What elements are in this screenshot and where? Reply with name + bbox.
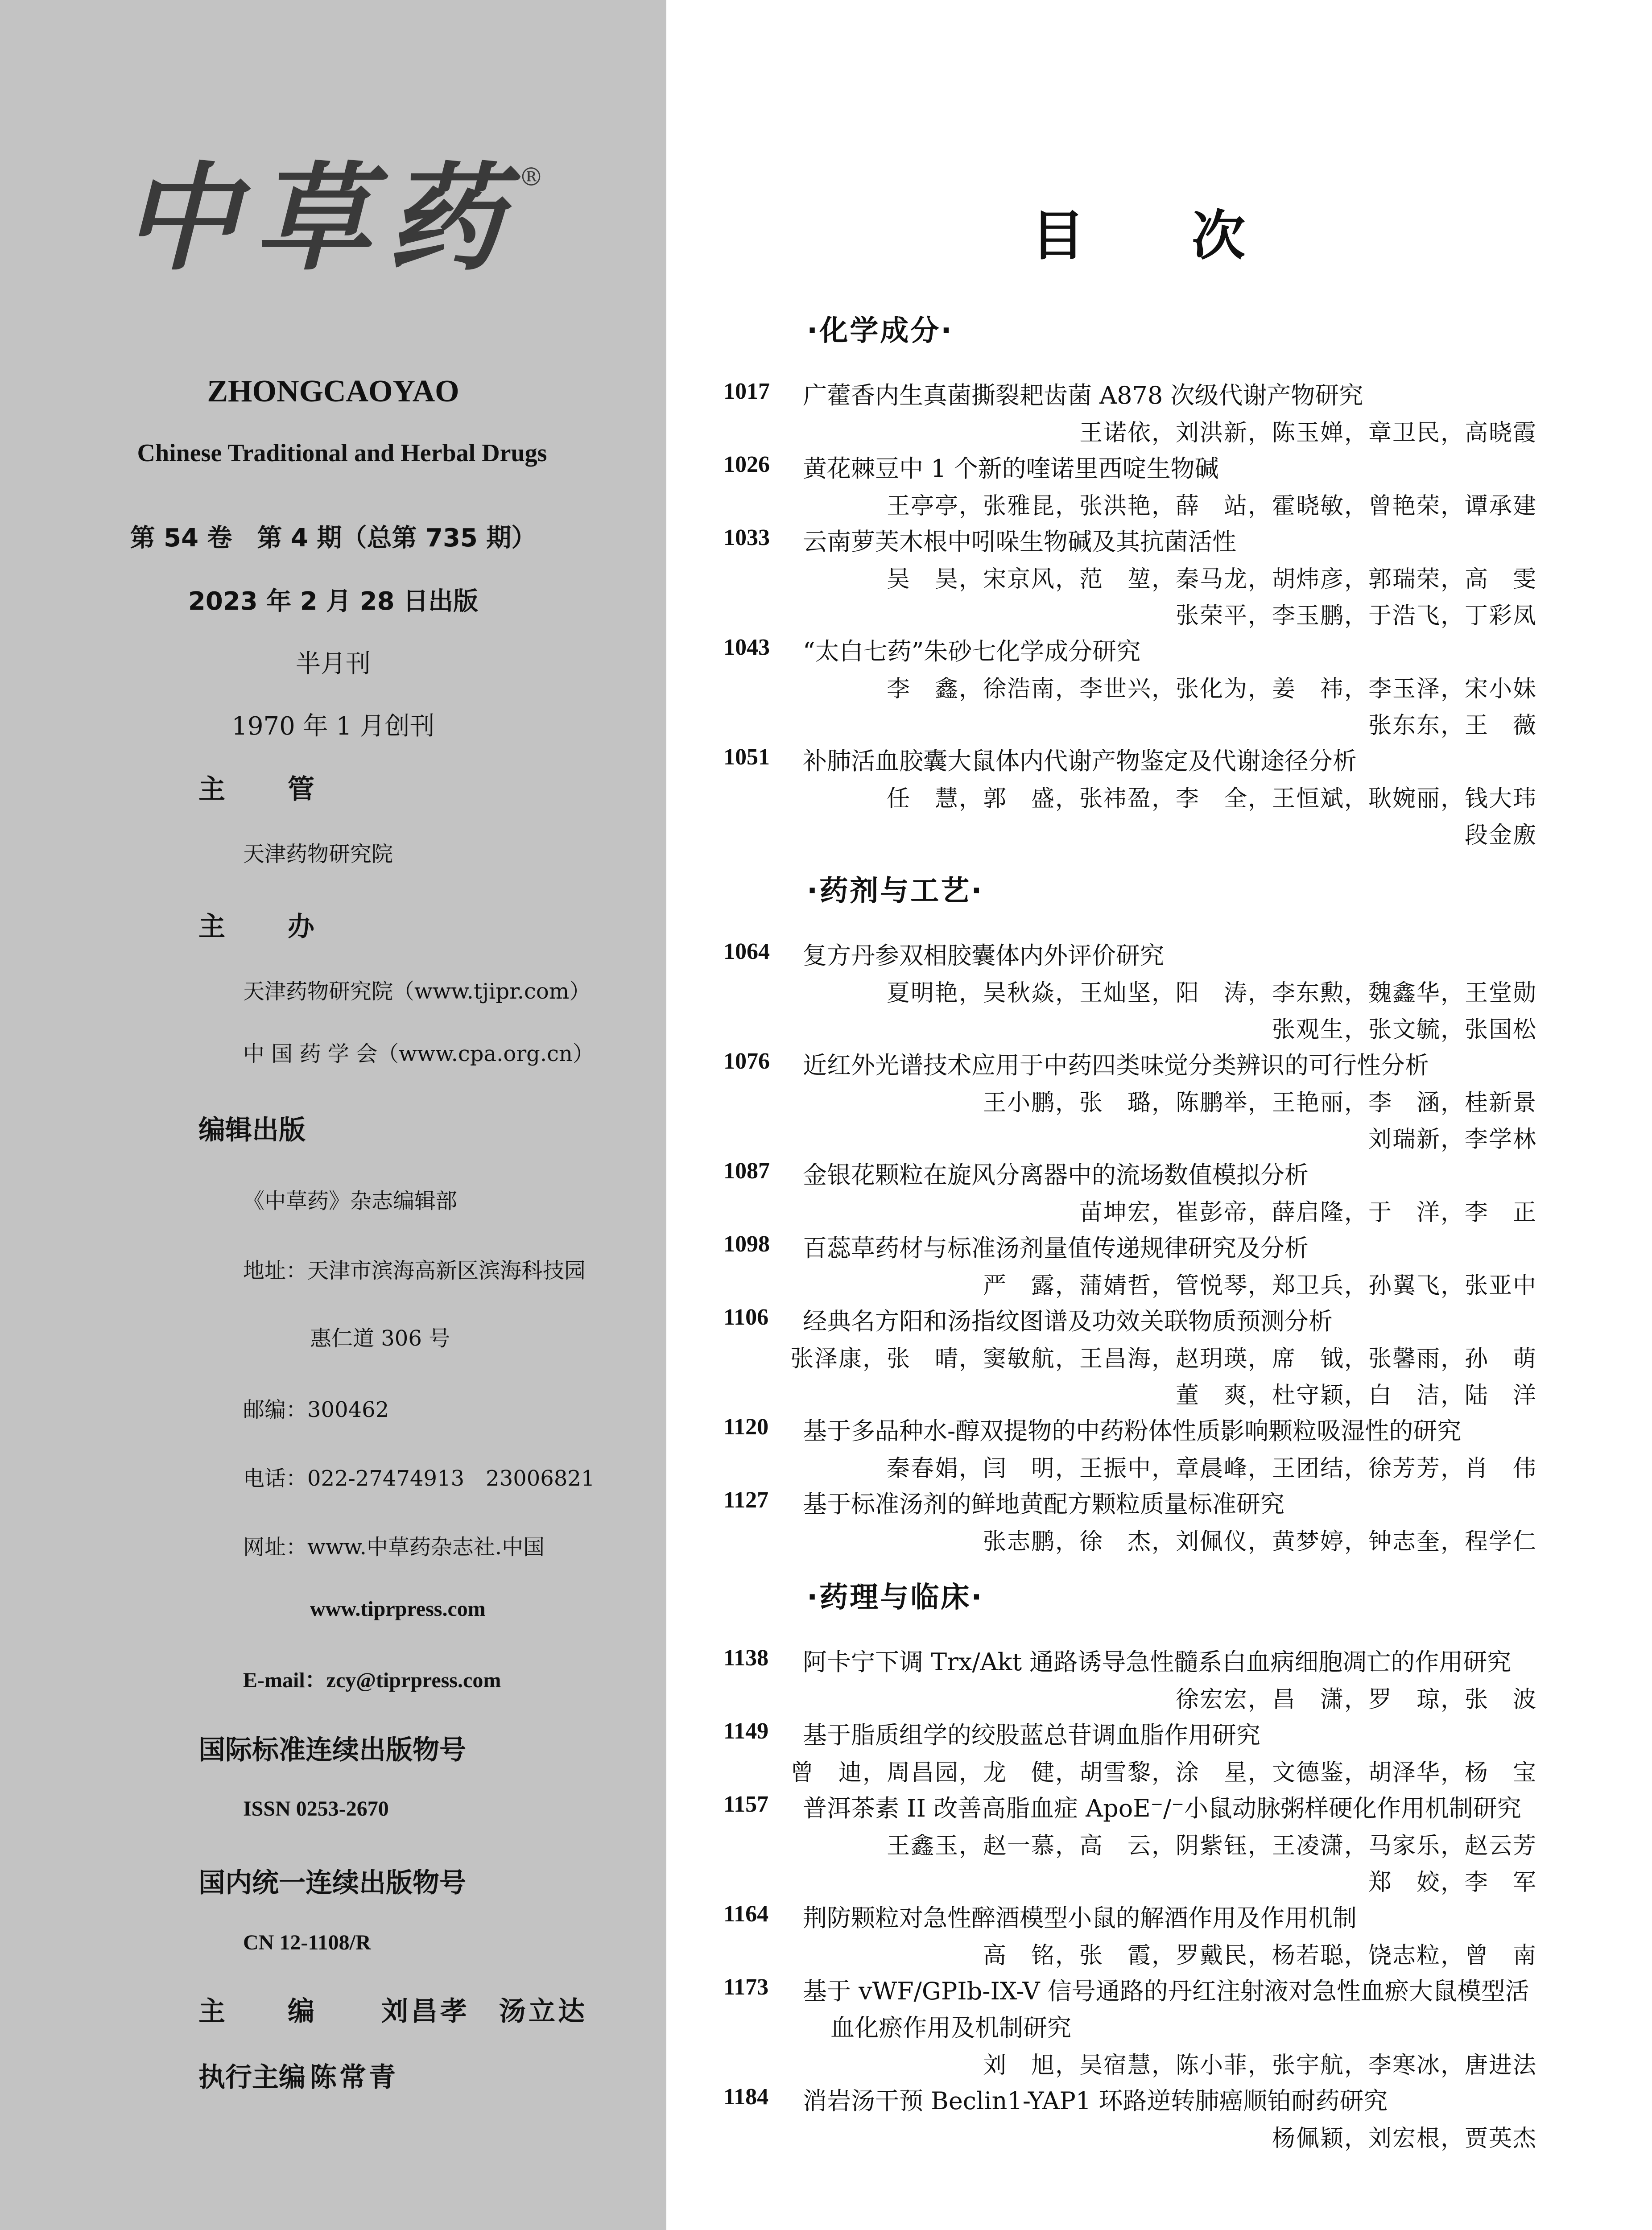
publication-date: 2023 年 2 月 28 日出版: [188, 587, 479, 616]
cn-value: CN 12-1108/R: [243, 1931, 371, 1954]
article-authors: 刘瑞新，李学林: [1368, 1126, 1537, 1153]
page-number: 1026: [723, 452, 770, 477]
toc-entry[interactable]: [666, 1154, 1652, 1190]
article-title: 金银花颗粒在旋风分离器中的流场数值模拟分析: [803, 1161, 1309, 1189]
toc-entry[interactable]: [666, 375, 1652, 410]
page-number: 1127: [723, 1487, 769, 1513]
toc-entry[interactable]: [666, 1301, 1652, 1336]
journal-pinyin: ZHONGCAOYAO: [207, 374, 459, 409]
page-number: 1157: [723, 1792, 769, 1817]
sidebar: [0, 0, 666, 2230]
author-line: [666, 594, 1652, 630]
article-authors: 苗坤宏，崔彭帝，薛启隆，于 洋，李 正: [1079, 1199, 1537, 1226]
author-line: [666, 1824, 1652, 1860]
executive-editor-name: 陈常青: [310, 2062, 398, 2093]
toc-entry[interactable]: [666, 740, 1652, 776]
author-line: [666, 667, 1652, 703]
article-title: 阿卡宁下调 Trx/Akt 通路诱导急性髓系白血病细胞凋亡的作用研究: [803, 1648, 1512, 1676]
cn-label: 国内统一连续出版物号: [198, 1867, 466, 1899]
page-number: 1120: [723, 1414, 769, 1440]
author-line: [666, 1447, 1652, 1483]
article-authors: 夏明艳，吴秋焱，王灿坚，阳 涛，李东勲，魏鑫华，王堂勋: [886, 980, 1537, 1007]
article-authors: 张荣平，李玉鹏，于浩飞，丁彩凤: [1175, 603, 1537, 629]
article-authors: 吴 昊，宋京风，范 堃，秦马龙，胡炜彦，郭瑞荣，高 雯: [886, 566, 1537, 593]
article-authors: 杨佩颖，刘宏根，贾英杰: [1272, 2125, 1537, 2152]
article-authors: 张观生，张文毓，张国松: [1272, 1016, 1537, 1043]
address-line-1: 地址：天津市滨海高新区滨海科技园: [243, 1258, 586, 1283]
article-title: 广藿香内生真菌撕裂耙齿菌 A878 次级代谢产物研究: [803, 381, 1363, 409]
article-title: 经典名方阳和汤指纹图谱及功效关联物质预测分析: [803, 1307, 1333, 1335]
author-line: [666, 1520, 1652, 1556]
logo-text: 中草药: [123, 150, 519, 286]
toc-entry[interactable]: [666, 1788, 1652, 1823]
author-line: [666, 814, 1652, 849]
article-title: 基于脂质组学的绞股蓝总苷调血脂作用研究: [803, 1721, 1260, 1749]
author-line: [666, 777, 1652, 813]
author-line: [666, 1337, 1652, 1373]
website-2: www.tiprpress.com: [310, 1597, 486, 1621]
author-line: [666, 1678, 1652, 1714]
author-line: [666, 1861, 1652, 1896]
page-number: 1051: [723, 744, 770, 770]
page-number: 1043: [723, 635, 770, 660]
registered-mark: ®: [519, 163, 544, 192]
author-line: [666, 558, 1652, 593]
toc-entry[interactable]: [666, 935, 1652, 970]
founded-date: 1970 年 1 月创刊: [231, 712, 435, 741]
section-heading: ·药剂与工艺·: [807, 875, 984, 908]
chief-editor-names: 刘昌孝 汤立达: [381, 1996, 587, 2027]
article-title: 云南萝芙木根中吲哚生物碱及其抗菌活性: [803, 528, 1236, 556]
article-authors: 张东东，王 薇: [1368, 712, 1537, 739]
article-title: 近红外光谱技术应用于中药四类味觉分类辨识的可行性分析: [803, 1051, 1429, 1079]
section-heading: ·化学成分·: [807, 314, 954, 347]
article-authors: 王亭亭，张雅昆，张洪艳，薛 站，霍晓敏，曾艳荣，谭承建: [886, 493, 1537, 520]
article-authors: 张泽康，张 晴，窦敏航，王昌海，赵玥瑛，席 钺，张馨雨，孙 萌: [790, 1346, 1537, 1372]
toc-entry[interactable]: [666, 2080, 1652, 2116]
article-authors: 曾 迪，周昌园，龙 健，胡雪黎，涂 星，文德鉴，胡泽华，杨 宝: [790, 1759, 1537, 1786]
author-line: [666, 971, 1652, 1007]
article-title: 基于标准汤剂的鲜地黄配方颗粒质量标准研究: [803, 1490, 1284, 1518]
article-authors: 秦春娟，闫 明，王振中，章晨峰，王团结，徐芳芳，肖 伟: [886, 1455, 1537, 1482]
article-authors: 李 鑫，徐浩南，李世兴，张化为，姜 祎，李玉泽，宋小妹: [886, 676, 1537, 702]
article-authors: 段金廒: [1464, 822, 1537, 849]
page-number: 1064: [723, 939, 770, 964]
page-number: 1173: [723, 1974, 769, 2000]
chief-editor: [198, 1990, 587, 2028]
toc-entry[interactable]: [666, 1897, 1652, 1933]
page-number: 1138: [723, 1645, 769, 1671]
author-line: [666, 1081, 1652, 1117]
page-number: 1033: [723, 525, 770, 550]
toc-entry[interactable]: [666, 448, 1652, 483]
executive-editor-label: 执行主编: [198, 2062, 306, 2093]
article-title: 基于多品种水-醇双提物的中药粉体性质影响颗粒吸湿性的研究: [803, 1417, 1462, 1445]
toc-entry[interactable]: [666, 631, 1652, 666]
article-authors: 刘 旭，吴宿慧，陈小菲，张宇航，李寒冰，唐进法: [983, 2052, 1537, 2079]
article-authors: 郑 姣，李 军: [1368, 1869, 1537, 1896]
article-authors: 王鑫玉，赵一慕，高 云，阴紫钰，王凌潇，马家乐，赵云芳: [886, 1833, 1537, 1859]
toc-entry[interactable]: [666, 521, 1652, 557]
article-authors: 高 铭，张 霞，罗戴民，杨若聪，饶志粒，曾 南: [983, 1942, 1537, 1969]
toc-entry[interactable]: [666, 1410, 1652, 1446]
author-line: [666, 1264, 1652, 1300]
journal-english-title: Chinese Traditional and Herbal Drugs: [137, 439, 547, 467]
toc-entry[interactable]: [666, 1970, 1652, 2006]
publisher-label: 编辑出版: [198, 1115, 306, 1146]
article-authors: 严 露，蒲婧哲，管悦琴，郑卫兵，孙翼飞，张亚中: [983, 1272, 1537, 1299]
supervisor-label: 主管: [198, 774, 377, 805]
page-number: 1149: [723, 1718, 769, 1744]
page-number: 1076: [723, 1049, 770, 1074]
toc-entry[interactable]: [666, 1483, 1652, 1519]
author-line: [666, 2117, 1652, 2152]
article-authors: 徐宏宏，昌 潇，罗 琼，张 波: [1175, 1686, 1537, 1713]
toc-entry[interactable]: [666, 2007, 1652, 2043]
article-title: 血化瘀作用及机制研究: [830, 2014, 1071, 2042]
postcode: 邮编：300462: [243, 1397, 389, 1422]
volume-info: 第 54 卷 第 4 期（总第 735 期）: [130, 524, 537, 553]
table-of-contents: [666, 0, 1652, 2230]
phone: 电话：022-27474913 23006821: [243, 1466, 595, 1491]
toc-title: 目次: [1031, 205, 1352, 267]
author-line: [666, 704, 1652, 739]
article-title: 百蕊草药材与标准汤剂量值传递规律研究及分析: [803, 1234, 1309, 1262]
issn-label: 国际标准连续出版物号: [198, 1734, 466, 1766]
page-number: 1087: [723, 1158, 770, 1184]
article-title: 补肺活血胶囊大鼠体内代谢产物鉴定及代谢途径分析: [803, 747, 1357, 775]
article-title: 普洱茶素 II 改善高脂血症 ApoE⁻/⁻小鼠动脉粥样硬化作用机制研究: [803, 1794, 1521, 1822]
article-title: 复方丹参双相胶囊体内外评价研究: [803, 942, 1164, 970]
author-line: [666, 2044, 1652, 2079]
toc-entry[interactable]: [666, 1714, 1652, 1750]
page-number: 1017: [723, 379, 770, 404]
page-number: 1184: [723, 2084, 769, 2110]
section-heading: ·药理与临床·: [807, 1581, 984, 1614]
sponsor-label: 主办: [198, 911, 377, 942]
publisher-name: 《中草药》杂志编辑部: [243, 1189, 458, 1214]
article-title: 消岩汤干预 Beclin1-YAP1 环路逆转肺癌顺铂耐药研究: [803, 2087, 1388, 2115]
toc-entry[interactable]: [666, 1641, 1652, 1677]
author-line: [666, 1008, 1652, 1044]
supervisor-name: 天津药物研究院: [243, 842, 393, 867]
article-authors: 董 爽，杜守颖，白 洁，陆 洋: [1175, 1382, 1537, 1409]
sponsor-1: 天津药物研究院（www.tjipr.com）: [243, 979, 591, 1004]
page-number: 1098: [723, 1231, 770, 1257]
chief-editor-label: 主编: [198, 1996, 377, 2027]
author-line: [666, 1934, 1652, 1970]
journal-logo: [0, 150, 666, 286]
author-line: [666, 411, 1652, 447]
issn-value: ISSN 0253-2670: [243, 1797, 389, 1821]
article-title: 荆防颗粒对急性醉酒模型小鼠的解酒作用及作用机制: [803, 1904, 1357, 1932]
article-title: 黄花棘豆中 1 个新的喹诺里西啶生物碱: [803, 454, 1219, 483]
author-line: [666, 1118, 1652, 1153]
article-authors: 王诺依，刘洪新，陈玉婵，章卫民，高晓霞: [1079, 420, 1537, 446]
executive-editor: [198, 2056, 398, 2094]
toc-entry[interactable]: [666, 1045, 1652, 1080]
page-number: 1164: [723, 1901, 769, 1927]
author-line: [666, 484, 1652, 520]
website-1: 网址：www.中草药杂志社.中国: [243, 1535, 545, 1560]
sponsor-2: 中 国 药 学 会（www.cpa.org.cn）: [243, 1041, 594, 1066]
article-authors: 王小鹏，张 璐，陈鹏举，王艳丽，李 涵，桂新景: [983, 1090, 1537, 1116]
author-line: [666, 1191, 1652, 1226]
article-authors: 张志鹏，徐 杰，刘佩仪，黄梦婷，钟志奎，程学仁: [983, 1528, 1537, 1555]
frequency: 半月刊: [296, 649, 371, 678]
article-title: 基于 vWF/GPIb-IX-V 信号通路的丹红注射液对急性血瘀大鼠模型活: [803, 1977, 1529, 2005]
author-line: [666, 1374, 1652, 1409]
article-title: “太白七药”朱砂七化学成分研究: [803, 637, 1141, 665]
address-line-2: 惠仁道 306 号: [310, 1326, 450, 1351]
page-number: 1106: [723, 1305, 769, 1330]
article-authors: 任 慧，郭 盛，张祎盈，李 全，王恒斌，耿婉丽，钱大玮: [886, 785, 1537, 812]
author-line: [666, 1751, 1652, 1787]
toc-entry[interactable]: [666, 1227, 1652, 1263]
email: E-mail：zcy@tiprpress.com: [243, 1668, 501, 1692]
